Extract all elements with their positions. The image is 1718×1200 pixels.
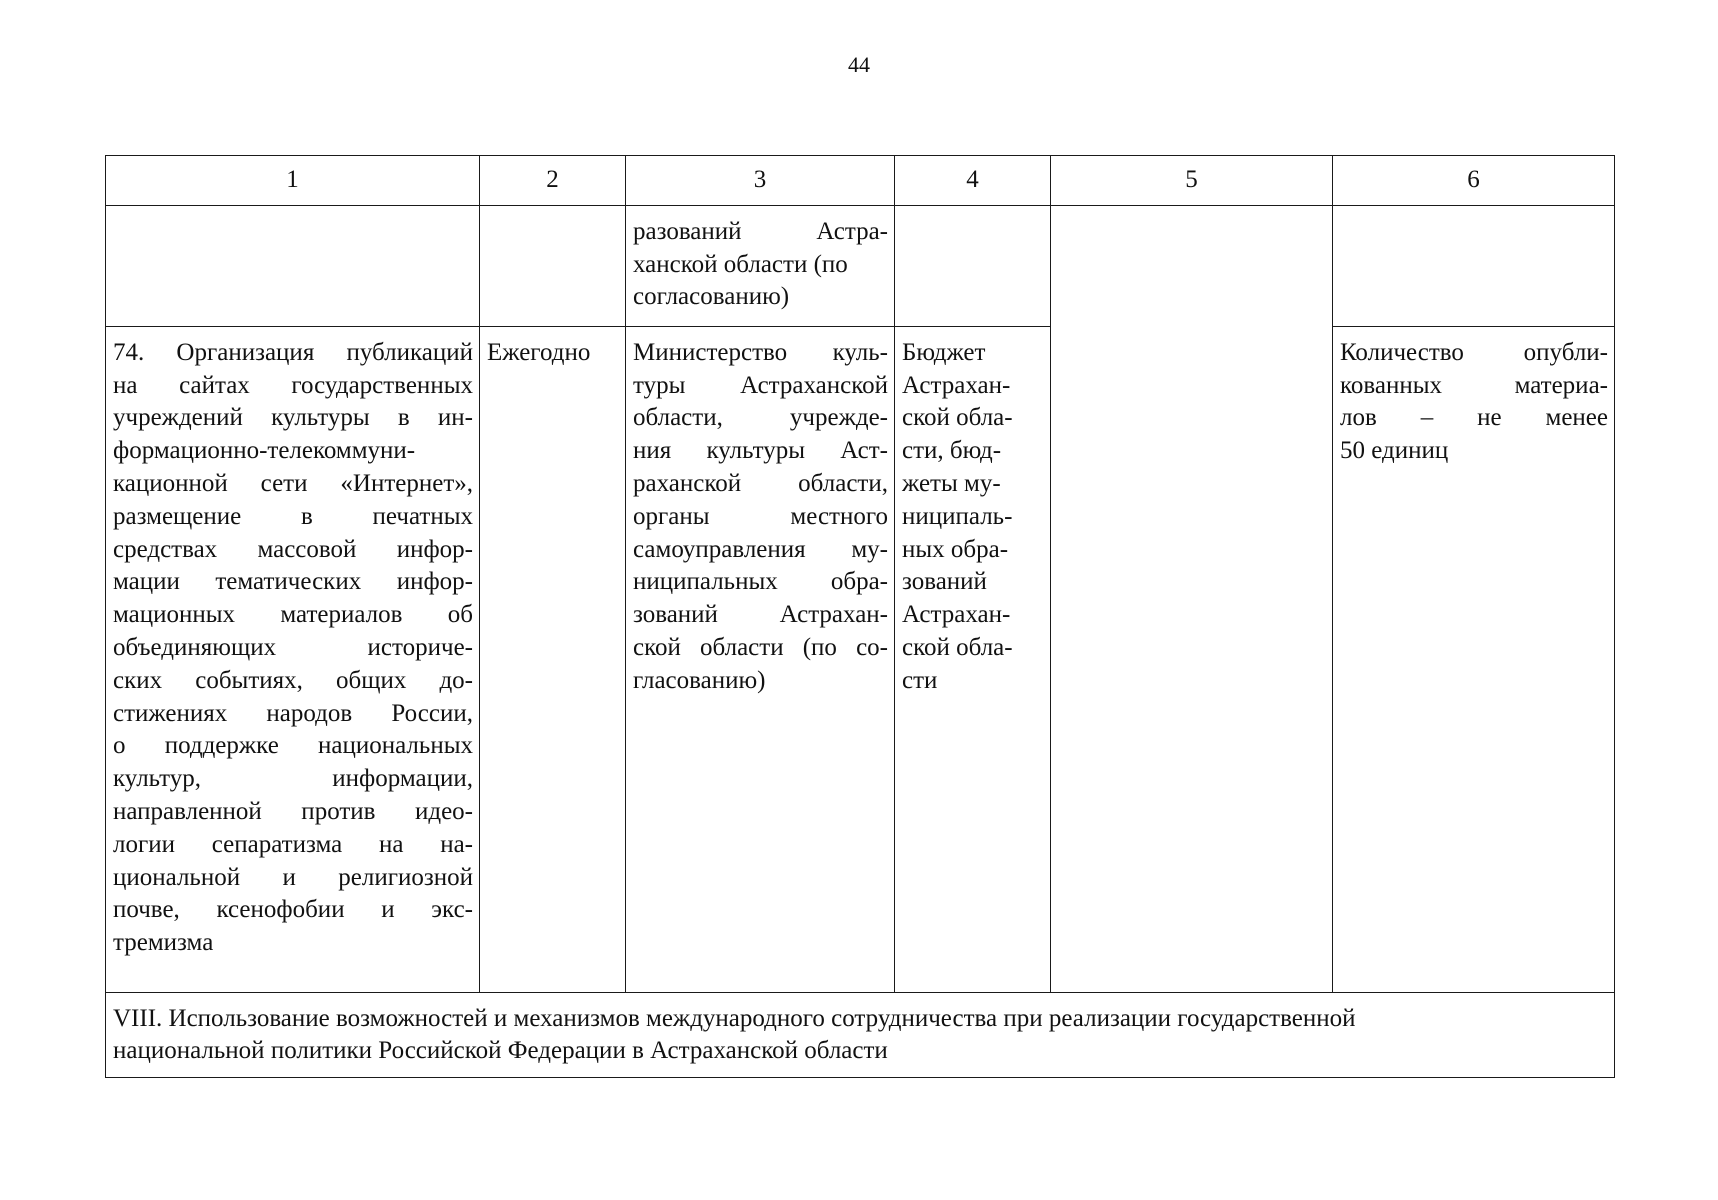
text-line: кованных материа- — [1340, 371, 1608, 399]
table-header-row — [106, 156, 1615, 206]
text-line: раханской области, — [633, 469, 888, 497]
text-line: кационной сети «Интернет», — [113, 469, 473, 497]
text-line: Астрахан- — [902, 601, 1011, 629]
column-header-6: 6 — [1333, 156, 1615, 206]
text-line: органы местного — [633, 502, 888, 530]
text-line: Министерство куль- — [633, 338, 888, 366]
table-row-continued — [106, 205, 1615, 326]
text-line: тремизма — [113, 929, 214, 957]
text-line: ской области (по со- — [633, 633, 888, 661]
continued-cell-6 — [1333, 205, 1615, 326]
text-line: объединяющих историче- — [113, 633, 473, 661]
text-line: сти — [902, 666, 938, 694]
section-heading — [106, 992, 1615, 1077]
column-header-1: 1 — [106, 156, 480, 206]
column-header-4: 4 — [895, 156, 1051, 206]
text-line: зований Астрахан- — [633, 601, 888, 629]
text-line: средствах массовой инфор- — [113, 535, 473, 563]
page-number: 44 — [848, 52, 870, 77]
text-line: гласованию) — [633, 666, 766, 694]
continued-cell-2 — [480, 205, 626, 326]
text-line: учреждений культуры в ин- — [113, 404, 473, 432]
text-line: формационно-телекоммуни- — [113, 437, 416, 465]
item-74-funding — [895, 326, 1051, 992]
table-row-item-74 — [106, 326, 1615, 992]
text-line: размещение в печатных — [113, 502, 473, 530]
deadline-text: Ежегодно — [487, 338, 591, 366]
section-heading-line: национальной политики Российской Федерации в Астраханской области — [113, 1036, 888, 1064]
text-line: мации тематических инфор- — [113, 568, 473, 596]
cell-col5 — [1051, 205, 1333, 992]
text-line: ской обла- — [902, 633, 1013, 661]
text-line: 74. Организация публикаций — [113, 338, 473, 366]
continued-cell-1 — [106, 205, 480, 326]
text-line: разований Астра- — [633, 217, 888, 245]
text-line: логии сепаратизма на на- — [113, 830, 473, 858]
text-line: Количество опубли- — [1340, 338, 1608, 366]
text-line: направленной против идео- — [113, 797, 473, 825]
text-line: сти, бюд- — [902, 437, 1002, 465]
text-line: самоуправления му- — [633, 535, 888, 563]
section-heading-line: VIII. Использование возможностей и механизмов международного сотрудничества при реализации государственной — [113, 1004, 1356, 1032]
text-line: на сайтах государственных — [113, 371, 473, 399]
text-line: лов – не менее — [1340, 404, 1608, 432]
column-header-3: 3 — [626, 156, 895, 206]
measures-table — [105, 155, 1615, 1078]
text-line: почве, ксенофобии и экс- — [113, 896, 473, 924]
continued-cell-3 — [626, 205, 895, 326]
text-line: зований — [902, 568, 987, 596]
text-line: туры Астраханской — [633, 371, 888, 399]
item-74-deadline — [480, 326, 626, 992]
item-74-indicator — [1333, 326, 1615, 992]
column-header-5: 5 — [1051, 156, 1333, 206]
text-line: Астрахан- — [902, 371, 1011, 399]
text-line: циональной и религиозной — [113, 863, 473, 891]
text-line: ния культуры Аст- — [633, 437, 888, 465]
section-heading-row — [106, 992, 1615, 1077]
column-header-2: 2 — [480, 156, 626, 206]
text-line: ниципаль- — [902, 502, 1013, 530]
text-line: стижениях народов России, — [113, 699, 473, 727]
item-74-executors — [626, 326, 895, 992]
text-line: ской обла- — [902, 404, 1013, 432]
text-line: жеты му- — [902, 469, 1001, 497]
text-line: ханской области (по — [633, 250, 848, 278]
text-line: культур, информации, — [113, 765, 473, 793]
text-line: ных обра- — [902, 535, 1009, 563]
text-line: согласованию) — [633, 283, 790, 311]
text-line: о поддержке национальных — [113, 732, 473, 760]
text-line: мационных материалов об — [113, 601, 473, 629]
text-line: ниципальных обра- — [633, 568, 888, 596]
text-line: области, учрежде- — [633, 404, 888, 432]
text-line: Бюджет — [902, 338, 986, 366]
text-line: 50 единиц — [1340, 437, 1449, 465]
continued-cell-4 — [895, 205, 1051, 326]
text-line: ских событиях, общих до- — [113, 666, 473, 694]
item-74-measure — [106, 326, 480, 992]
